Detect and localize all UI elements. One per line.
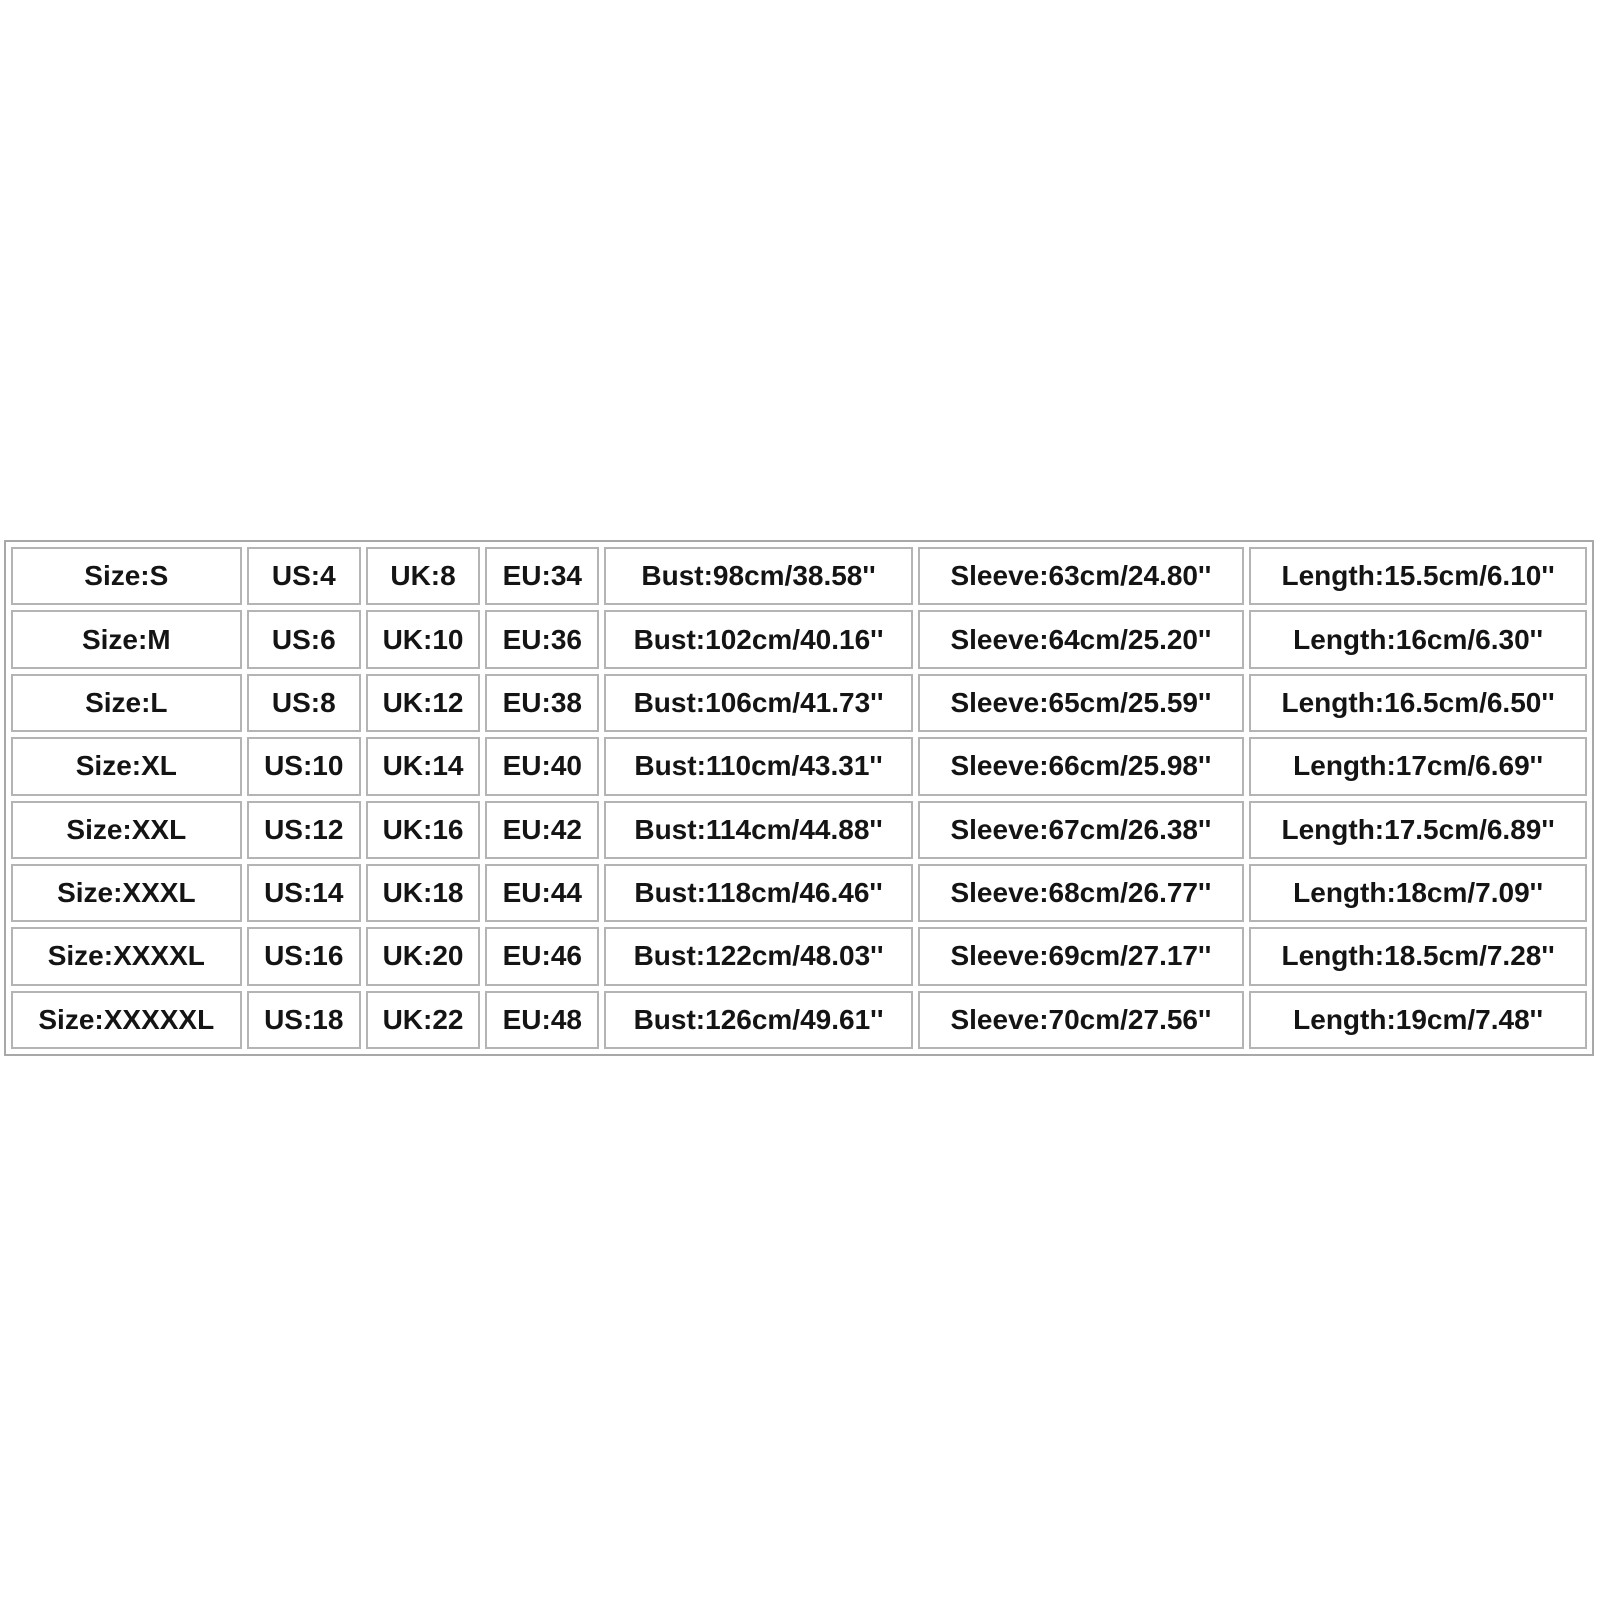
uk-size-cell: UK:22: [366, 991, 480, 1049]
bust-cell: Bust:106cm/41.73'': [604, 674, 912, 732]
us-size-cell: US:10: [247, 737, 361, 795]
eu-size-cell: EU:42: [485, 801, 599, 859]
uk-size-cell: UK:12: [366, 674, 480, 732]
sleeve-cell: Sleeve:65cm/25.59'': [918, 674, 1245, 732]
table-row: [11, 610, 1587, 668]
bust-cell: Bust:118cm/46.46'': [604, 864, 912, 922]
eu-size-cell: EU:36: [485, 610, 599, 668]
table-row: [11, 927, 1587, 985]
us-size-cell: US:16: [247, 927, 361, 985]
length-cell: Length:18.5cm/7.28'': [1249, 927, 1587, 985]
length-cell: Length:17.5cm/6.89'': [1249, 801, 1587, 859]
size-cell: Size:XXL: [11, 801, 242, 859]
bust-cell: Bust:102cm/40.16'': [604, 610, 912, 668]
size-cell: Size:XXXXXL: [11, 991, 242, 1049]
size-cell: Size:XXXXL: [11, 927, 242, 985]
size-chart: [4, 540, 1594, 1056]
us-size-cell: US:12: [247, 801, 361, 859]
sleeve-cell: Sleeve:63cm/24.80'': [918, 547, 1245, 605]
uk-size-cell: UK:20: [366, 927, 480, 985]
table-row: [11, 801, 1587, 859]
length-cell: Length:16.5cm/6.50'': [1249, 674, 1587, 732]
table-row: [11, 737, 1587, 795]
sleeve-cell: Sleeve:67cm/26.38'': [918, 801, 1245, 859]
bust-cell: Bust:114cm/44.88'': [604, 801, 912, 859]
bust-cell: Bust:110cm/43.31'': [604, 737, 912, 795]
length-cell: Length:16cm/6.30'': [1249, 610, 1587, 668]
us-size-cell: US:18: [247, 991, 361, 1049]
table-row: [11, 674, 1587, 732]
sleeve-cell: Sleeve:70cm/27.56'': [918, 991, 1245, 1049]
length-cell: Length:18cm/7.09'': [1249, 864, 1587, 922]
us-size-cell: US:6: [247, 610, 361, 668]
size-table-body: [11, 547, 1587, 1049]
bust-cell: Bust:126cm/49.61'': [604, 991, 912, 1049]
eu-size-cell: EU:46: [485, 927, 599, 985]
us-size-cell: US:4: [247, 547, 361, 605]
size-cell: Size:XXXL: [11, 864, 242, 922]
sleeve-cell: Sleeve:66cm/25.98'': [918, 737, 1245, 795]
sleeve-cell: Sleeve:69cm/27.17'': [918, 927, 1245, 985]
table-row: [11, 864, 1587, 922]
us-size-cell: US:14: [247, 864, 361, 922]
size-cell: Size:XL: [11, 737, 242, 795]
table-row: [11, 547, 1587, 605]
size-cell: Size:M: [11, 610, 242, 668]
bust-cell: Bust:98cm/38.58'': [604, 547, 912, 605]
length-cell: Length:15.5cm/6.10'': [1249, 547, 1587, 605]
uk-size-cell: UK:16: [366, 801, 480, 859]
length-cell: Length:19cm/7.48'': [1249, 991, 1587, 1049]
uk-size-cell: UK:18: [366, 864, 480, 922]
eu-size-cell: EU:34: [485, 547, 599, 605]
length-cell: Length:17cm/6.69'': [1249, 737, 1587, 795]
uk-size-cell: UK:10: [366, 610, 480, 668]
size-cell: Size:S: [11, 547, 242, 605]
sleeve-cell: Sleeve:64cm/25.20'': [918, 610, 1245, 668]
uk-size-cell: UK:14: [366, 737, 480, 795]
eu-size-cell: EU:44: [485, 864, 599, 922]
bust-cell: Bust:122cm/48.03'': [604, 927, 912, 985]
size-table: [6, 542, 1592, 1054]
table-row: [11, 991, 1587, 1049]
eu-size-cell: EU:38: [485, 674, 599, 732]
uk-size-cell: UK:8: [366, 547, 480, 605]
eu-size-cell: EU:48: [485, 991, 599, 1049]
sleeve-cell: Sleeve:68cm/26.77'': [918, 864, 1245, 922]
eu-size-cell: EU:40: [485, 737, 599, 795]
size-cell: Size:L: [11, 674, 242, 732]
us-size-cell: US:8: [247, 674, 361, 732]
